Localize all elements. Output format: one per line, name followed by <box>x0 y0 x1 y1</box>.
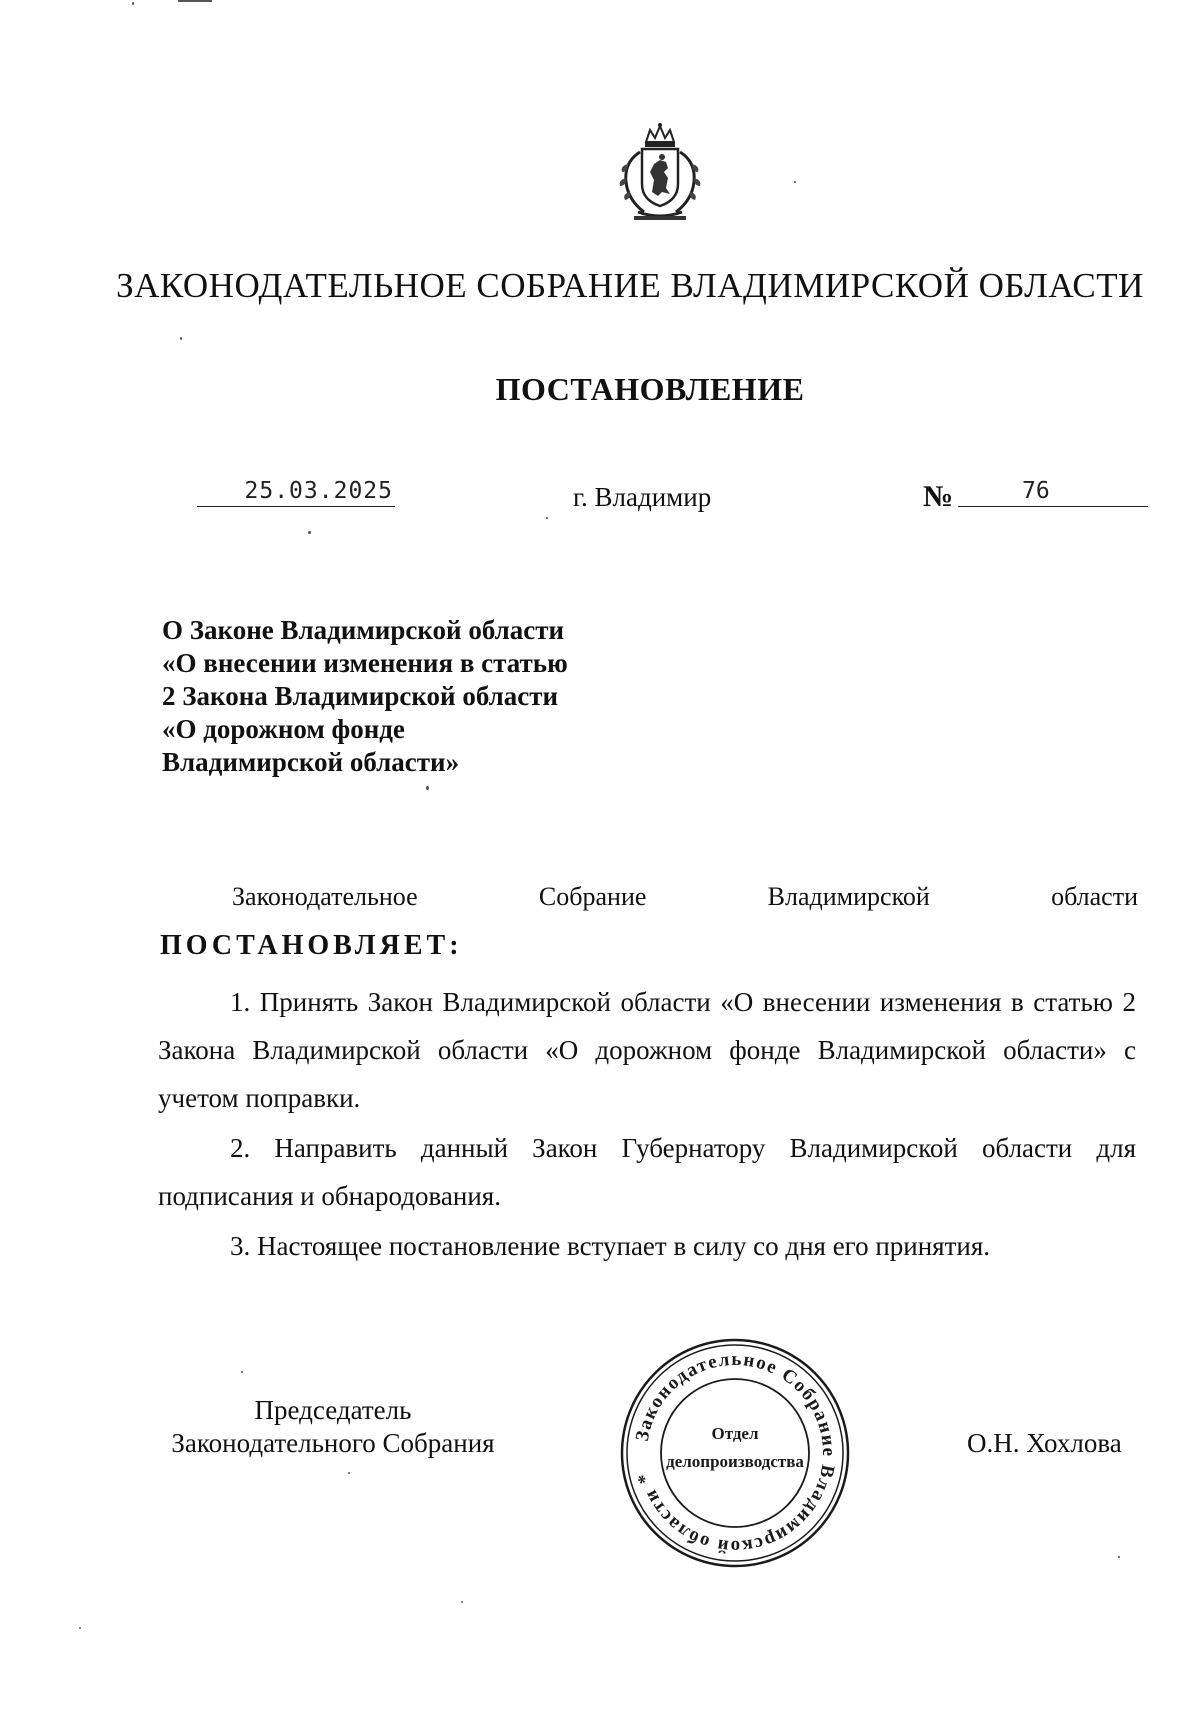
number-value: 76 <box>1022 478 1050 504</box>
subject-line: «О внесении изменения в статью <box>162 648 568 678</box>
scan-speck <box>348 1472 350 1474</box>
date-field <box>197 476 395 507</box>
resolution-item: 1. Принять Закон Владимирской области «О внесении изменения в статью 2 Закона Владимирской области «О дорожном фонде Владимирской области» с учетом поправки. <box>158 987 1136 1113</box>
preamble-word: Собрание <box>538 882 647 911</box>
signatory-title <box>158 1394 508 1460</box>
date-value: 25.03.2025 <box>244 478 393 504</box>
scan-speck <box>546 517 548 519</box>
scan-speck <box>178 0 212 2</box>
resolution-items <box>158 978 1136 1272</box>
signatory-title-line: Законодательного Собрания <box>171 1428 495 1458</box>
preamble-line <box>232 882 1138 912</box>
resolves-heading: ПОСТАНОВЛЯЕТ: <box>160 930 463 961</box>
scan-speck <box>79 1627 81 1629</box>
scan-speck <box>241 1371 243 1373</box>
number-sign: № <box>923 480 954 513</box>
organization-title: ЗАКОНОДАТЕЛЬНОЕ СОБРАНИЕ ВЛАДИМИРСКОЙ ОБЛАСТИ <box>116 266 1144 305</box>
scan-speck <box>132 2 134 5</box>
signatory-name: О.Н. Хохлова <box>967 1428 1122 1458</box>
coat-of-arms-emblem <box>612 122 708 222</box>
number-field <box>958 476 1148 507</box>
scan-speck <box>794 181 796 183</box>
preamble-word: Владимирской <box>767 882 930 911</box>
scan-speck <box>1118 1556 1120 1558</box>
stamp-center-line: Отдел <box>711 1424 759 1443</box>
stamp-ring-text: Законодательное Собрание Владимирской области * <box>631 1348 840 1558</box>
subject-line: «О дорожном фонде <box>162 714 405 744</box>
signatory-title-line: Председатель <box>254 1395 412 1425</box>
subject-line: О Законе Владимирской области <box>162 615 565 645</box>
preamble-word: Законодательное <box>232 882 418 911</box>
resolution-item: 3. Настоящее постановление вступает в силу со дня его принятия. <box>230 1231 991 1261</box>
scan-speck <box>308 531 311 534</box>
scan-speck <box>426 786 429 790</box>
subject-block <box>162 614 568 779</box>
preamble-word: области <box>1051 882 1138 911</box>
official-stamp <box>618 1336 852 1570</box>
subject-line: 2 Закона Владимирской области <box>162 681 559 711</box>
stamp-center-line: делопроизводства <box>666 1452 804 1471</box>
document-type-title: ПОСТАНОВЛЕНИЕ <box>495 371 805 407</box>
stamp-center-text <box>618 1420 852 1476</box>
resolution-item: 2. Направить данный Закон Губернатору Владимирской области для подписания и обнародования. <box>158 1133 1136 1211</box>
scan-speck <box>180 337 182 340</box>
subject-line: Владимирской области» <box>162 747 460 777</box>
city-label: г. Владимир <box>573 482 712 512</box>
scan-speck <box>461 1601 463 1603</box>
